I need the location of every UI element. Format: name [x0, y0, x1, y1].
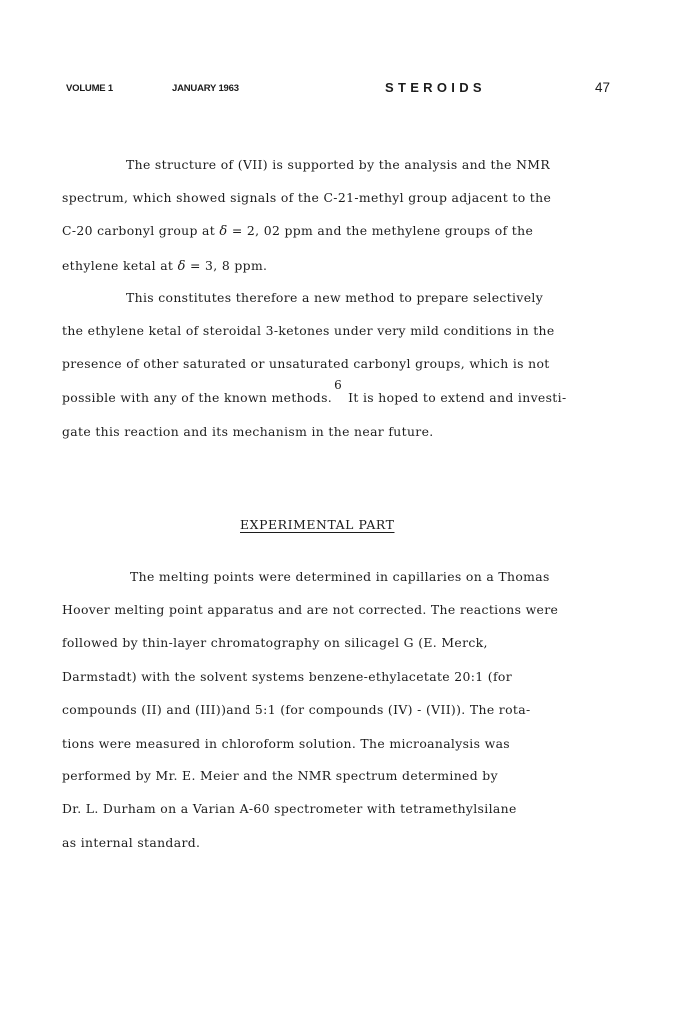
page-number: 47 [595, 80, 611, 95]
delta-symbol: δ [219, 224, 228, 239]
text-run: ethylene ketal at [62, 258, 178, 273]
reference-superscript: 6 [334, 378, 343, 392]
paragraph-3-line-8: Dr. L. Durham on a Varian A-60 spectrometer with tetramethylsilane [62, 801, 517, 816]
issue-date: JANUARY 1963 [172, 83, 239, 94]
paragraph-3-line-3: followed by thin-layer chromatography on silicagel G (E. Merck, [62, 635, 488, 650]
paragraph-2-line-4 [62, 378, 567, 405]
text-run: possible with any of the known methods. [62, 390, 333, 405]
text-run: C-20 carbonyl group at [62, 223, 220, 238]
paragraph-2-line-3: presence of other saturated or unsaturated carbonyl groups, which is not [62, 356, 550, 371]
delta-symbol: δ [177, 259, 186, 274]
paragraph-3-line-1: The melting points were determined in capillaries on a Thomas [130, 569, 550, 584]
paragraph-3-line-2: Hoover melting point apparatus and are not corrected. The reactions were [62, 602, 559, 617]
section-heading: EXPERIMENTAL PART [240, 517, 395, 532]
journal-title: STEROIDS [385, 80, 486, 95]
paragraph-3-line-6: tions were measured in chloroform solution. The microanalysis was [62, 736, 511, 751]
volume-label: VOLUME 1 [66, 83, 113, 94]
paragraph-3-line-4: Darmstadt) with the solvent systems benzene-ethylacetate 20:1 (for [62, 669, 512, 684]
paragraph-1-line-4 [62, 258, 267, 274]
paragraph-3-line-5: compounds (II) and (III))and 5:1 (for compounds (IV) - (VII)). The rota- [62, 702, 531, 717]
text-run: = 2, 02 ppm and the methylene groups of the [227, 223, 534, 238]
paragraph-1-line-3 [62, 223, 533, 239]
running-header [0, 82, 683, 98]
text-run: = 3, 8 ppm. [185, 258, 268, 273]
text-run: It is hoped to extend and investi- [348, 390, 567, 405]
paragraph-1-line-2: spectrum, which showed signals of the C-21-methyl group adjacent to the [62, 190, 552, 205]
paragraph-1-line-1: The structure of (VII) is supported by the analysis and the NMR [126, 157, 551, 172]
paragraph-2-line-2: the ethylene ketal of steroidal 3-ketones under very mild conditions in the [62, 323, 555, 338]
paragraph-3-line-9: as internal standard. [62, 835, 201, 850]
paragraph-2-line-5: gate this reaction and its mechanism in the near future. [62, 424, 434, 439]
paragraph-2-line-1: This constitutes therefore a new method to prepare selectively [126, 290, 544, 305]
paragraph-3-line-7: performed by Mr. E. Meier and the NMR spectrum determined by [62, 768, 498, 783]
